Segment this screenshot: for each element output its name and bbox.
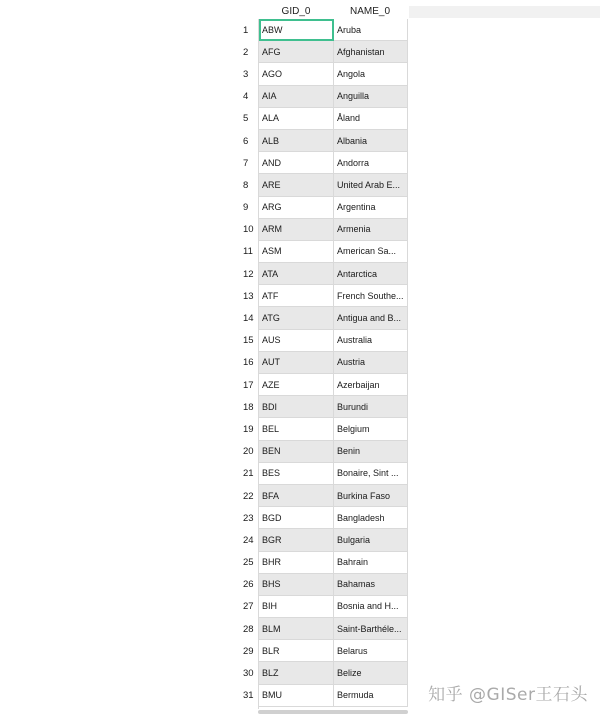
cell-gid[interactable]: ALB: [259, 130, 334, 152]
table-row[interactable]: [240, 219, 600, 241]
cell-gid[interactable]: BGD: [259, 507, 334, 529]
grid-divider: [258, 19, 259, 709]
row-number[interactable]: 8: [240, 174, 259, 196]
row-number[interactable]: 31: [240, 685, 259, 707]
cell-name[interactable]: Benin: [334, 441, 408, 463]
cell-gid[interactable]: BLM: [259, 618, 334, 640]
table-header: [240, 4, 600, 19]
cell-name[interactable]: Bahamas: [334, 574, 408, 596]
row-number[interactable]: 14: [240, 307, 259, 329]
cell-gid[interactable]: BGR: [259, 529, 334, 551]
table-row[interactable]: [240, 174, 600, 196]
table-row[interactable]: [240, 352, 600, 374]
cell-name[interactable]: Antigua and B...: [334, 307, 408, 329]
row-number[interactable]: 13: [240, 285, 259, 307]
table-row[interactable]: [240, 596, 600, 618]
cell-gid[interactable]: ATA: [259, 263, 334, 285]
row-number[interactable]: 17: [240, 374, 259, 396]
header-empty-area: [409, 6, 600, 18]
table-body: [240, 19, 600, 707]
cell-name[interactable]: Austria: [334, 352, 408, 374]
cell-name[interactable]: Bangladesh: [334, 507, 408, 529]
column-header-gid[interactable]: GID_0: [281, 6, 311, 17]
table-row[interactable]: [240, 86, 600, 108]
table-row[interactable]: [240, 485, 600, 507]
cell-name[interactable]: Andorra: [334, 152, 408, 174]
row-number[interactable]: 10: [240, 219, 259, 241]
cell-name[interactable]: Belize: [334, 662, 408, 684]
attribute-table: [240, 4, 600, 707]
row-number[interactable]: 27: [240, 596, 259, 618]
table-row[interactable]: [240, 507, 600, 529]
cell-name[interactable]: Bermuda: [334, 685, 408, 707]
table-row[interactable]: [240, 152, 600, 174]
cell-name[interactable]: Bahrain: [334, 552, 408, 574]
cell-gid[interactable]: ABW: [259, 19, 334, 41]
table-row[interactable]: [240, 263, 600, 285]
table-row[interactable]: [240, 241, 600, 263]
cell-name[interactable]: Åland: [334, 108, 408, 130]
row-number[interactable]: 29: [240, 640, 259, 662]
header-corner[interactable]: [240, 4, 259, 19]
table-row[interactable]: [240, 441, 600, 463]
horizontal-scrollbar[interactable]: [258, 710, 408, 714]
table-row[interactable]: [240, 374, 600, 396]
row-number[interactable]: 28: [240, 618, 259, 640]
table-row[interactable]: [240, 463, 600, 485]
row-number[interactable]: 23: [240, 507, 259, 529]
cell-name[interactable]: Albania: [334, 130, 408, 152]
row-number[interactable]: 22: [240, 485, 259, 507]
table-row[interactable]: [240, 307, 600, 329]
table-row[interactable]: [240, 197, 600, 219]
cell-gid[interactable]: ARE: [259, 174, 334, 196]
cell-gid[interactable]: AGO: [259, 63, 334, 85]
cell-gid[interactable]: AIA: [259, 86, 334, 108]
cell-gid[interactable]: BLZ: [259, 662, 334, 684]
cell-gid[interactable]: AND: [259, 152, 334, 174]
row-number[interactable]: 30: [240, 662, 259, 684]
table-row[interactable]: [240, 130, 600, 152]
cell-gid[interactable]: AUT: [259, 352, 334, 374]
cell-name[interactable]: Saint-Barthéle...: [334, 618, 408, 640]
table-row[interactable]: [240, 418, 600, 440]
cell-gid[interactable]: ATF: [259, 285, 334, 307]
table-row[interactable]: [240, 41, 600, 63]
cell-gid[interactable]: ATG: [259, 307, 334, 329]
table-row[interactable]: [240, 108, 600, 130]
cell-name[interactable]: Bonaire, Sint ...: [334, 463, 408, 485]
cell-gid[interactable]: AZE: [259, 374, 334, 396]
cell-gid[interactable]: ASM: [259, 241, 334, 263]
row-number[interactable]: 18: [240, 396, 259, 418]
cell-gid[interactable]: BLR: [259, 640, 334, 662]
row-number[interactable]: 5: [240, 108, 259, 130]
cell-name[interactable]: Burundi: [334, 396, 408, 418]
cell-name[interactable]: Burkina Faso: [334, 485, 408, 507]
cell-name[interactable]: Aruba: [334, 19, 408, 41]
row-number[interactable]: 21: [240, 463, 259, 485]
row-number[interactable]: 19: [240, 418, 259, 440]
row-number[interactable]: 20: [240, 441, 259, 463]
row-number[interactable]: 25: [240, 552, 259, 574]
table-row[interactable]: [240, 19, 600, 41]
cell-name[interactable]: Anguilla: [334, 86, 408, 108]
cell-name[interactable]: Angola: [334, 63, 408, 85]
cell-name[interactable]: Belgium: [334, 418, 408, 440]
cell-name[interactable]: Bulgaria: [334, 529, 408, 551]
cell-gid[interactable]: ARM: [259, 219, 334, 241]
table-row[interactable]: [240, 618, 600, 640]
cell-gid[interactable]: BMU: [259, 685, 334, 707]
cell-name[interactable]: United Arab E...: [334, 174, 408, 196]
cell-gid[interactable]: AUS: [259, 330, 334, 352]
table-row[interactable]: [240, 396, 600, 418]
row-number[interactable]: 1: [240, 19, 259, 41]
row-number[interactable]: 7: [240, 152, 259, 174]
row-number[interactable]: 2: [240, 41, 259, 63]
table-row[interactable]: [240, 552, 600, 574]
row-number[interactable]: 26: [240, 574, 259, 596]
cell-gid[interactable]: AFG: [259, 41, 334, 63]
row-number[interactable]: 3: [240, 63, 259, 85]
cell-name[interactable]: Australia: [334, 330, 408, 352]
watermark: 知乎 @GISer王石头: [428, 685, 588, 705]
row-number[interactable]: 6: [240, 130, 259, 152]
table-row[interactable]: [240, 574, 600, 596]
cell-name[interactable]: Azerbaijan: [334, 374, 408, 396]
cell-gid[interactable]: BHR: [259, 552, 334, 574]
table-row[interactable]: [240, 529, 600, 551]
cell-name[interactable]: Afghanistan: [334, 41, 408, 63]
cell-gid[interactable]: BEL: [259, 418, 334, 440]
cell-name[interactable]: American Sa...: [334, 241, 408, 263]
table-row[interactable]: [240, 640, 600, 662]
cell-gid[interactable]: BHS: [259, 574, 334, 596]
row-number[interactable]: 24: [240, 529, 259, 551]
cell-name[interactable]: Belarus: [334, 640, 408, 662]
cell-gid[interactable]: ARG: [259, 197, 334, 219]
cell-name[interactable]: Armenia: [334, 219, 408, 241]
row-number[interactable]: 15: [240, 330, 259, 352]
cell-gid[interactable]: ALA: [259, 108, 334, 130]
table-row[interactable]: [240, 330, 600, 352]
cell-gid[interactable]: BES: [259, 463, 334, 485]
cell-gid[interactable]: BFA: [259, 485, 334, 507]
cell-gid[interactable]: BDI: [259, 396, 334, 418]
column-header-name[interactable]: NAME_0: [349, 6, 390, 17]
cell-name[interactable]: Antarctica: [334, 263, 408, 285]
table-row[interactable]: [240, 63, 600, 85]
cell-name[interactable]: Argentina: [334, 197, 408, 219]
row-number[interactable]: 12: [240, 263, 259, 285]
cell-gid[interactable]: BEN: [259, 441, 334, 463]
cell-name[interactable]: French Southe...: [334, 285, 408, 307]
row-number[interactable]: 11: [240, 241, 259, 263]
cell-gid[interactable]: BIH: [259, 596, 334, 618]
row-number[interactable]: 16: [240, 352, 259, 374]
row-number[interactable]: 9: [240, 197, 259, 219]
cell-name[interactable]: Bosnia and H...: [334, 596, 408, 618]
row-number[interactable]: 4: [240, 86, 259, 108]
table-row[interactable]: [240, 285, 600, 307]
